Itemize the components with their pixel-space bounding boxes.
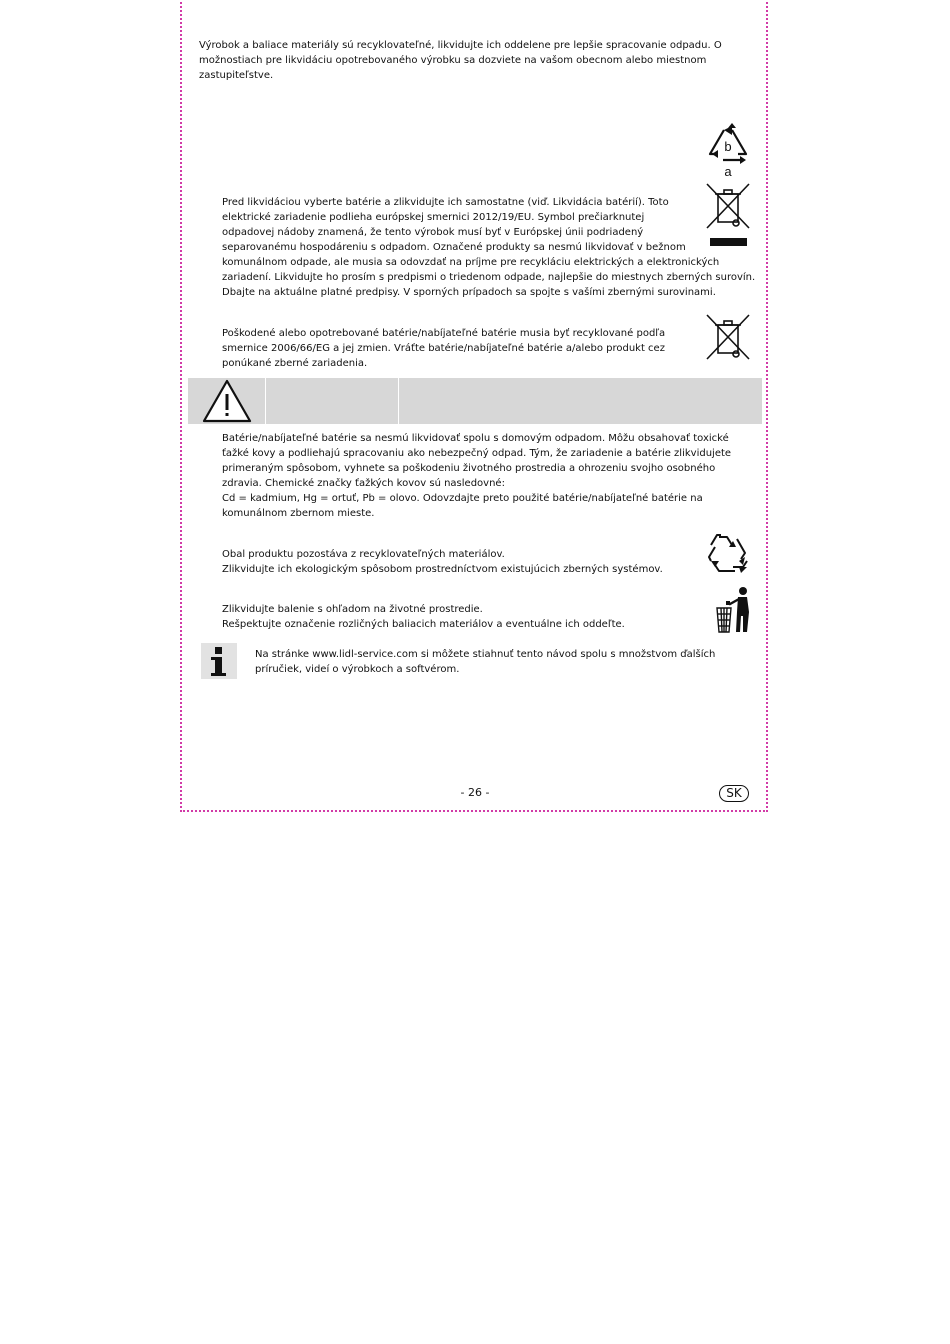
text-line: Výrobok a baliace materiály sú recyklovateľné, likvidujte ich oddelene pre lepšie spracovanie odpadu. O [199, 40, 722, 51]
page-number: - 26 - [460, 786, 490, 799]
info-icon [201, 643, 237, 679]
text-line: komunálnom zbernom mieste. [222, 508, 375, 519]
text-line: príručiek, videí o výrobkoch a softvérom. [255, 664, 460, 675]
text-line: ťažké kovy a podliehajú spracovaniu ako nebezpečný odpad. Tým, že zariadenie a batérie zlikvidujete [222, 448, 732, 459]
text-line: možnostiach pre likvidáciu opotrebovaného výrobku sa dozviete na vašom obecnom alebo miestnom [199, 55, 707, 66]
text-line: odpadovej nádoby znamená, že tento výrobok musí byť v Európskej únii podriadený [222, 227, 644, 238]
crossed-bin-battery-icon [705, 313, 751, 361]
recycle-code-top: b [724, 139, 732, 154]
text-line: Zlikvidujte ich ekologickým spôsobom prostredníctvom existujúcich zberných systémov. [222, 564, 663, 575]
text-line: komunálnom odpade, ale musia sa odovzdať na príjme pre recykláciu elektrických a elektronických [222, 257, 720, 268]
text-line: Dbajte na aktuálne platné predpisy. V sporných prípadoch sa spojte s vašími zbernými surovinami. [222, 287, 716, 298]
text-line: zastupiteľstve. [199, 70, 274, 81]
text-line: separovanému hospodáreniu s odpadom. Označené produkty sa nesmú likvidovať v bežnom [222, 242, 686, 253]
text-line: Obal produktu pozostáva z recyklovateľných materiálov. [222, 549, 505, 560]
crossed-bin-icon [705, 182, 751, 248]
text-line: Cd = kadmium, Hg = ortuť, Pb = olovo. Odovzdajte preto použité batérie/nabíjateľné batérie na [222, 493, 703, 504]
recycle-arrows-icon [705, 531, 751, 577]
tidy-man-icon [714, 586, 754, 634]
text-line: Rešpektujte označenie rozličných baliacich materiálov a eventuálne ich oddeľte. [222, 619, 625, 630]
text-line: ponúkané zberné zariadenia. [222, 358, 368, 369]
text-line: Pred likvidáciou vyberte batérie a zlikvidujte ich samostatne (viď. Likvidácia batérií). Toto [222, 197, 669, 208]
warning-triangle-icon [201, 378, 253, 424]
text-line: elektrické zariadenie podlieha európskej smernici 2012/19/EU. Symbol prečiarknutej [222, 212, 645, 223]
text-line: smernice 2006/66/EG a jej zmien. Vráťte batérie/nabíjateľné batérie a/alebo produkt cez [222, 343, 665, 354]
language-badge: SK [719, 785, 749, 802]
text-line: Poškodené alebo opotrebované batérie/nabíjateľné batérie musia byť recyklované podľa [222, 328, 666, 339]
text-line: Zlikvidujte balenie s ohľadom na životné prostredie. [222, 604, 483, 615]
recycle-code-bottom: a [724, 164, 732, 179]
text-line: zdravia. Chemické značky ťažkých kovov sú nasledovné: [222, 478, 505, 489]
warning-bar [188, 378, 762, 424]
recycling-code-icon [704, 122, 752, 180]
text-line: primeraným spôsobom, vyhnete sa poškodeniu životného prostredia a ohrozeniu svojho osobného [222, 463, 716, 474]
text-line: Na stránke www.lidl-service.com si môžete stiahnuť tento návod spolu s množstvom ďalších [255, 649, 716, 660]
text-line: zariadení. Likvidujte ho prosím s predpismi o triedenom odpade, najlepšie do miestnych zberných surovín. [222, 272, 756, 283]
text-line: Batérie/nabíjateľné batérie sa nesmú likvidovať spolu s domovým odpadom. Môžu obsahovať toxické [222, 433, 729, 444]
